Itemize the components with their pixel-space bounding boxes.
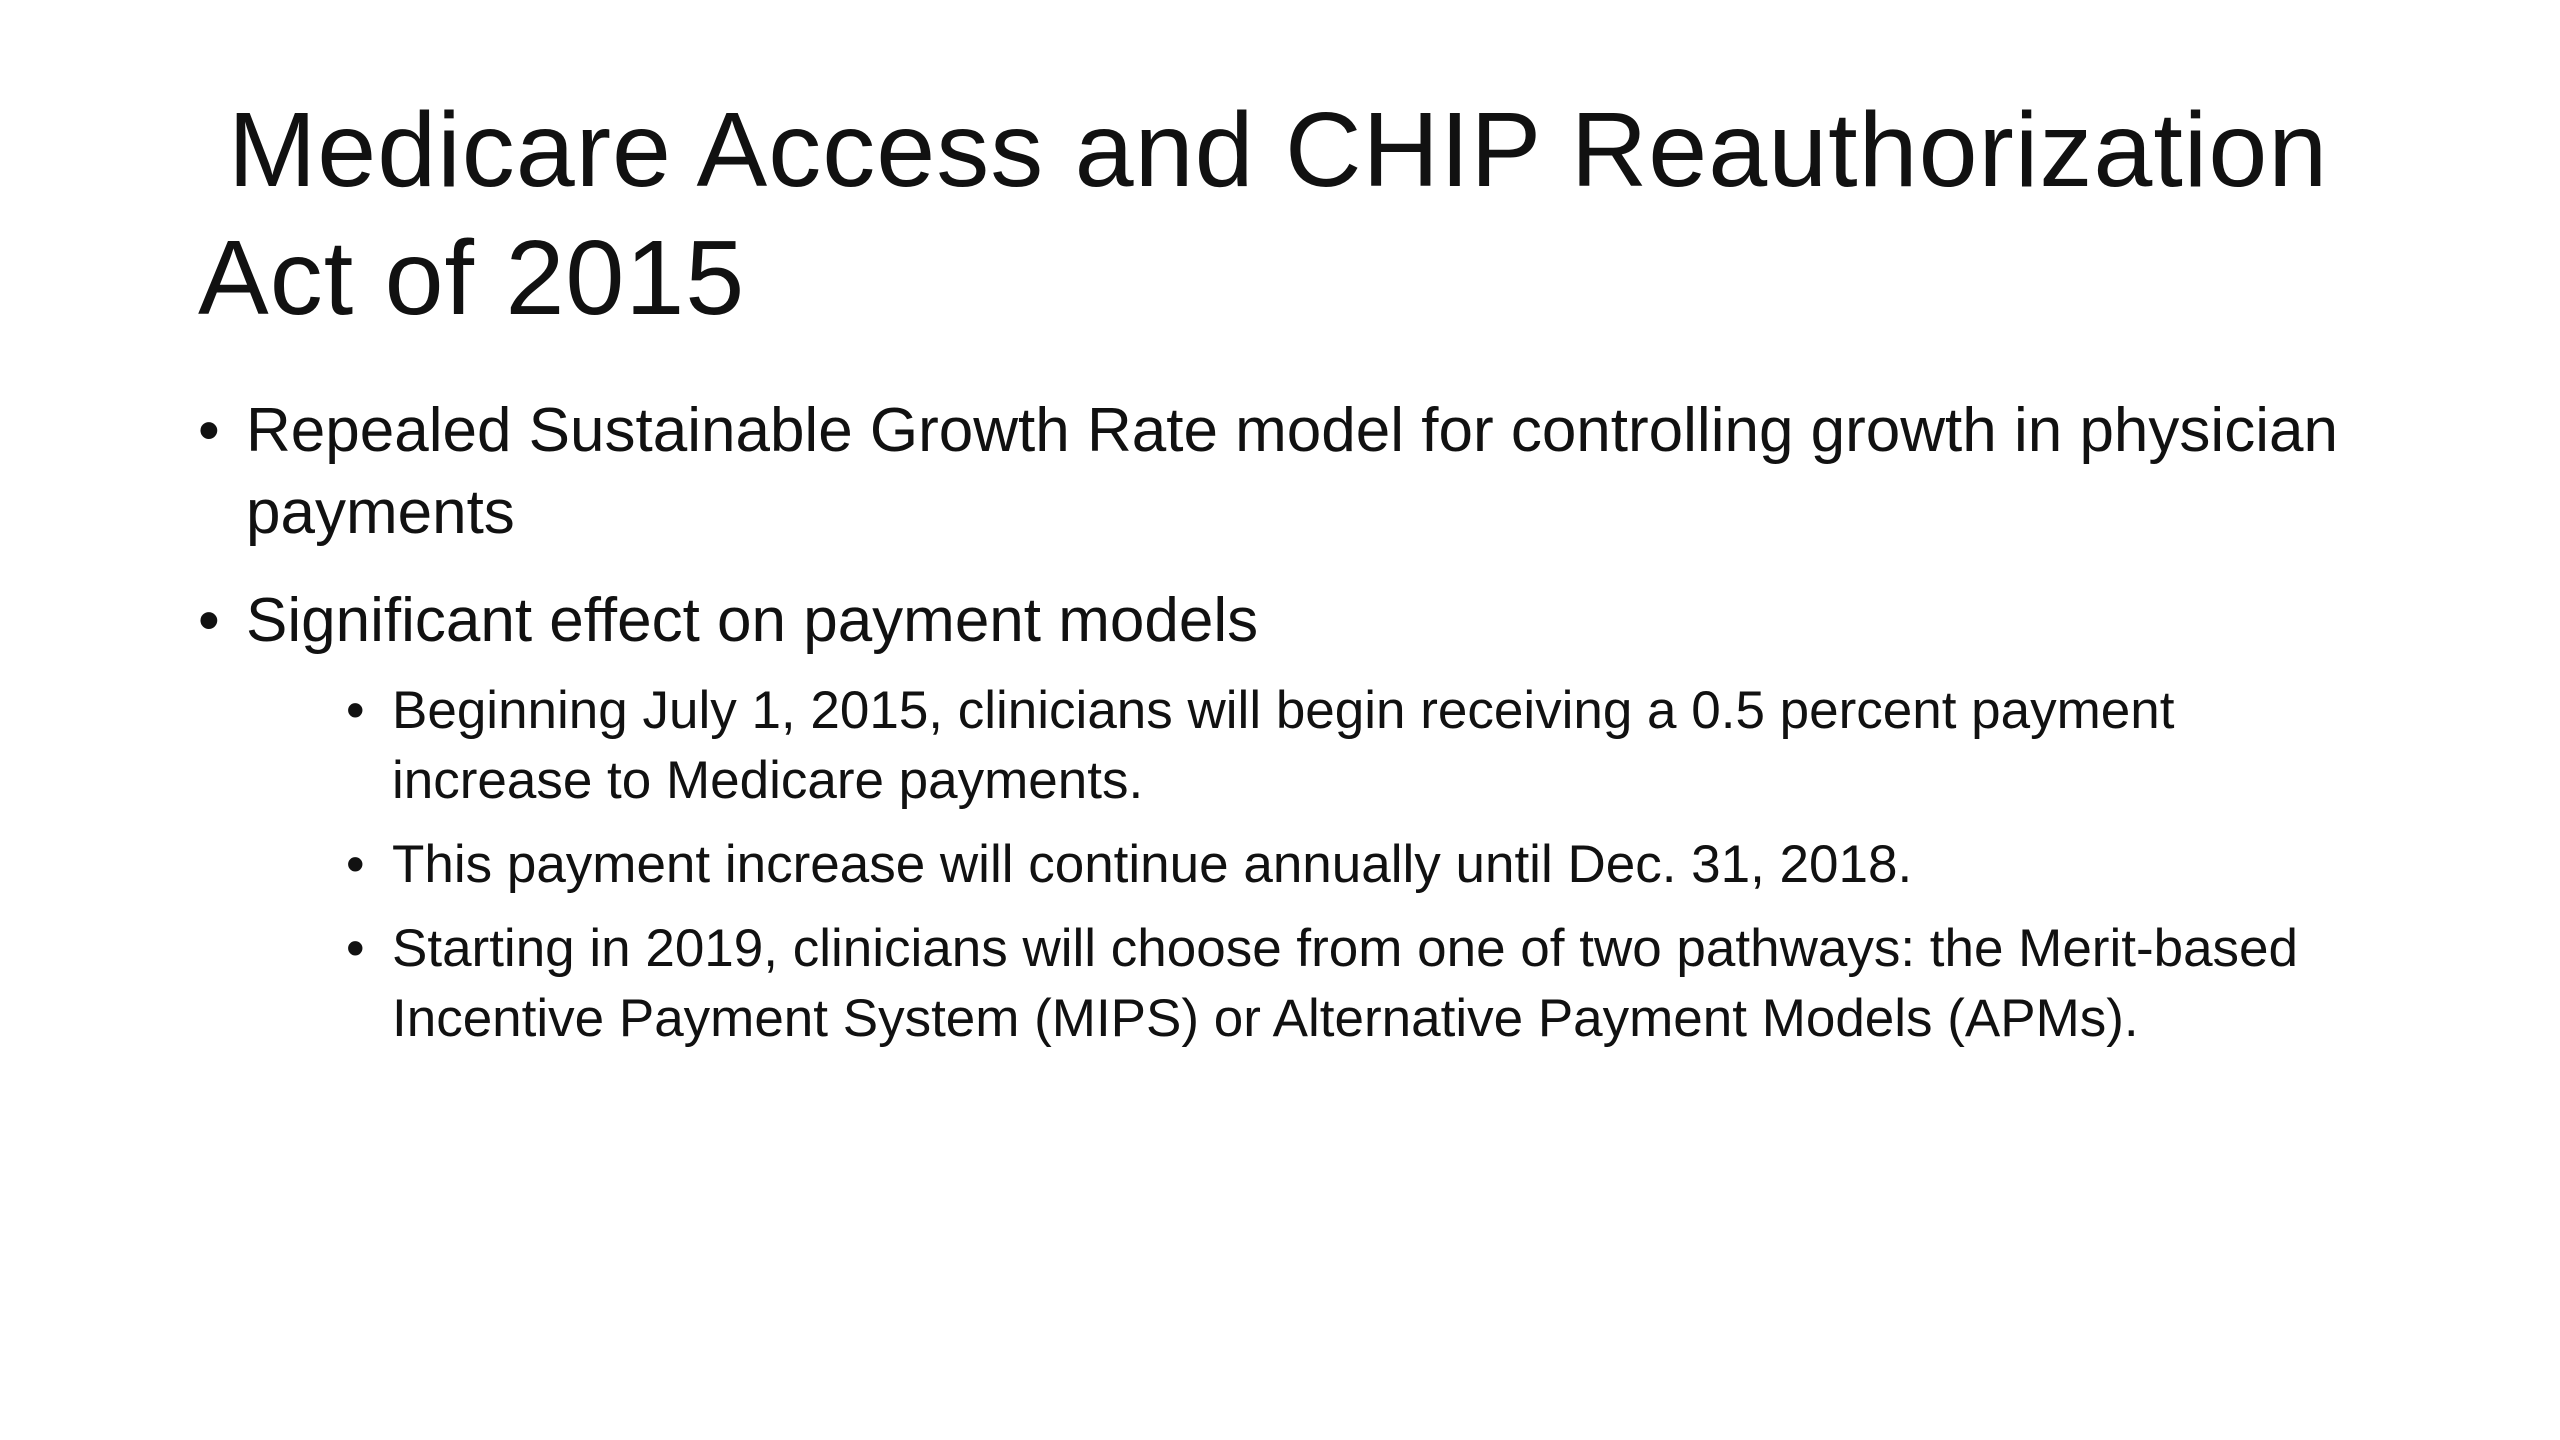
sub-bullet-dot-icon: • <box>346 681 365 740</box>
bullet-dot-icon: • <box>198 586 220 655</box>
slide-title-line-2: Act of 2015 <box>198 219 746 337</box>
sub-bullet-text: This payment increase will continue annually until Dec. 31, 2018. <box>392 835 1913 894</box>
sub-bullet-item <box>346 676 2388 816</box>
bullet-text: Significant effect on payment models <box>246 586 1259 655</box>
sub-bullet-item <box>346 830 2388 900</box>
sub-bullet-list <box>198 676 2388 1054</box>
sub-bullet-text: Beginning July 1, 2015, clinicians will begin receiving a 0.5 percent payment increase to Medicare payments. <box>392 681 2175 810</box>
bullet-item <box>198 580 2388 662</box>
bullet-item <box>198 390 2388 554</box>
sub-bullet-dot-icon: • <box>346 919 365 978</box>
slide-title-line-1: Medicare Access and CHIP Reauthorization <box>228 91 2329 209</box>
bullet-text: Repealed Sustainable Growth Rate model for controlling growth in physician payments <box>246 396 2338 547</box>
slide-body <box>198 390 2388 1068</box>
sub-bullet-item <box>346 914 2388 1054</box>
sub-bullet-dot-icon: • <box>346 835 365 894</box>
slide-title <box>198 86 2438 342</box>
bullet-dot-icon: • <box>198 396 220 465</box>
sub-bullet-text: Starting in 2019, clinicians will choose from one of two pathways: the Merit-based Incentive Payment System (MIPS) or Alternative Payment Models (APMs). <box>392 919 2299 1048</box>
